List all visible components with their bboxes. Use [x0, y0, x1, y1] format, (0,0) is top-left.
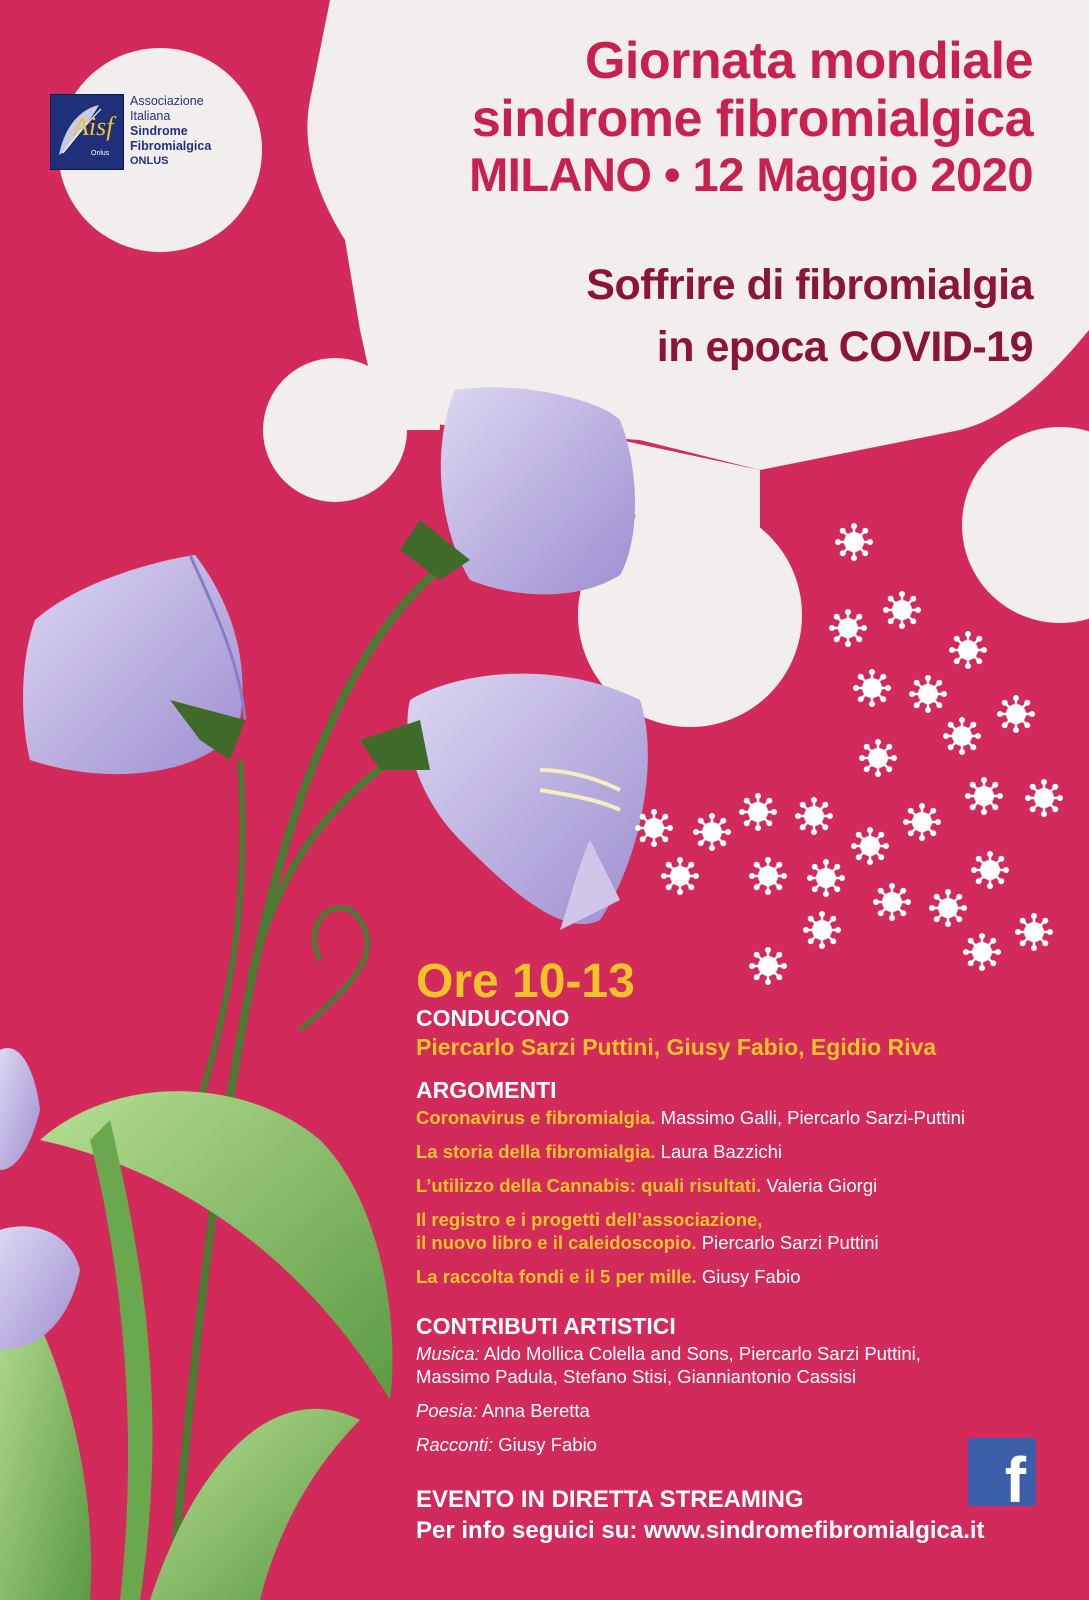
topic-title-line-2: il nuovo libro e il caleidoscopio.	[416, 1232, 697, 1253]
subtitle-line-2: in epoca COVID-19	[656, 323, 1033, 371]
topic-item	[416, 1174, 1076, 1197]
virus-icon	[971, 851, 1009, 889]
virus-icon	[835, 523, 873, 561]
artistic-names: Giusy Fabio	[498, 1434, 597, 1455]
artistic-label: Musica:	[416, 1343, 480, 1364]
virus-icon	[803, 911, 841, 949]
event-title	[313, 30, 1033, 206]
topic-item	[416, 1265, 1076, 1288]
hosts-names: Piercarlo Sarzi Puttini, Giusy Fabio, Egidio Riva	[416, 1034, 937, 1060]
facebook-icon[interactable]	[968, 1438, 1036, 1516]
logo-line-3: Sindrome	[130, 124, 188, 138]
topic-title: La raccolta fondi e il 5 per mille.	[416, 1266, 697, 1287]
logo-text	[130, 94, 211, 169]
topic-title-line-1: Il registro e i progetti dell’associazione,	[416, 1209, 763, 1230]
info-website[interactable]: Per info seguici su: www.sindromefibromialgica.it	[416, 1517, 985, 1544]
virus-icon	[749, 857, 787, 895]
logo-mark-text: Aisf	[73, 112, 114, 141]
artistic-label: Poesia:	[416, 1400, 478, 1421]
topics-heading: ARGOMENTI	[416, 1077, 557, 1103]
virus-icon	[883, 591, 921, 629]
virus-icon	[661, 857, 699, 895]
virus-icon	[859, 739, 897, 777]
title-line-2: sindrome fibromialgica	[471, 90, 1033, 148]
virus-icon	[903, 803, 941, 841]
artistic-names-line-2: Massimo Padula, Stefano Stisi, Gianniantonio Cassisi	[416, 1366, 857, 1387]
artistic-heading: CONTRIBUTI ARTISTICI	[416, 1313, 676, 1339]
topic-title: Coronavirus e fibromialgia.	[416, 1107, 656, 1128]
virus-icon	[795, 797, 833, 835]
topic-speaker: Giusy Fabio	[701, 1266, 801, 1287]
topic-speaker: Valeria Giorgi	[766, 1175, 878, 1196]
virus-icon	[851, 827, 889, 865]
event-subtitle	[313, 254, 1033, 378]
virus-icon	[829, 609, 867, 647]
virus-icon	[853, 669, 891, 707]
topic-speaker: Piercarlo Sarzi Puttini	[701, 1232, 879, 1253]
program-section	[416, 954, 1076, 1456]
subtitle-line-1: Soffrire di fibromialgia	[586, 261, 1033, 309]
aisf-logo-mark	[50, 94, 124, 170]
logo-mark-subtext: Onlus	[91, 150, 110, 157]
virus-icon	[739, 793, 777, 831]
virus-icon	[909, 675, 947, 713]
topic-item	[416, 1208, 1076, 1254]
topic-title: La storia della fibromialgia.	[416, 1141, 656, 1162]
virus-icon	[965, 777, 1003, 815]
artistic-item	[416, 1342, 1076, 1388]
association-logo	[50, 92, 240, 172]
virus-icon	[1025, 779, 1063, 817]
topic-item	[416, 1140, 1076, 1163]
virus-icon	[693, 813, 731, 851]
virus-icon	[807, 859, 845, 897]
streaming-label: EVENTO IN DIRETTA STREAMING	[416, 1486, 804, 1513]
hosts-heading: CONDUCONO	[416, 1005, 570, 1031]
virus-icon	[1015, 913, 1053, 951]
virus-icon	[635, 809, 673, 847]
artistic-label: Racconti:	[416, 1434, 494, 1455]
topic-title: L’utilizzo della Cannabis: quali risultati.	[416, 1175, 762, 1196]
title-line-1: Giornata mondiale	[584, 32, 1033, 90]
logo-line-5: ONLUS	[130, 155, 169, 167]
topic-item	[416, 1106, 1076, 1129]
logo-line-1: Associazione	[130, 94, 204, 108]
virus-icon	[873, 883, 911, 921]
virus-icon	[997, 695, 1035, 733]
artistic-names-line-1: Aldo Mollica Colella and Sons, Piercarlo Sarzi Puttini,	[483, 1343, 921, 1364]
facebook-glyph: f	[1004, 1444, 1026, 1516]
topic-speaker: Massimo Galli, Piercarlo Sarzi-Puttini	[660, 1107, 965, 1128]
virus-icon	[929, 889, 967, 927]
virus-icon	[943, 717, 981, 755]
event-hours: Ore 10-13	[416, 955, 635, 1008]
streaming-info	[416, 1484, 985, 1546]
virus-icon	[949, 631, 987, 669]
title-line-3: MILANO • 12 Maggio 2020	[469, 148, 1033, 201]
artistic-names: Anna Beretta	[481, 1400, 590, 1421]
topic-speaker: Laura Bazzichi	[660, 1141, 783, 1162]
logo-line-4: Fibromialgica	[130, 139, 212, 153]
artistic-item	[416, 1399, 1076, 1422]
logo-line-2: Italiana	[130, 109, 171, 123]
